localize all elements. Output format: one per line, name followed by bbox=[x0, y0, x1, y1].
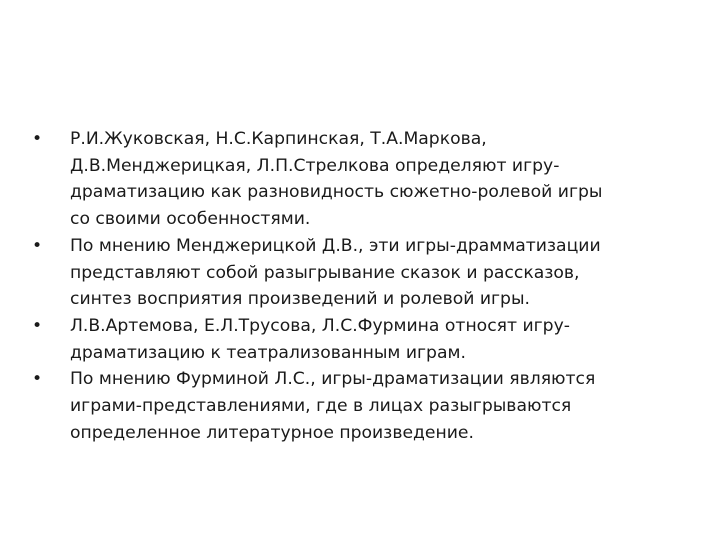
bullet-4-line-1: По мнению Фурминой Л.С., игры-драматизации являются bbox=[70, 369, 596, 390]
bullet-marker: • bbox=[32, 315, 43, 336]
bullet-1-line-4: со своими особенностями. bbox=[70, 209, 311, 230]
bullet-item-4 bbox=[32, 366, 702, 446]
bullet-2-line-3: синтез восприятия произведений и ролевой игры. bbox=[70, 289, 531, 310]
bullet-3-line-1: Л.В.Артемова, Е.Л.Трусова, Л.С.Фурмина относят игру- bbox=[70, 315, 570, 336]
bullet-marker: • bbox=[32, 369, 43, 390]
bullet-marker: • bbox=[32, 129, 43, 149]
bullet-1-line-3: драматизацию как разновидность сюжетно-ролевой игры bbox=[70, 182, 603, 203]
bullet-4-line-2: играми-представлениями, где в лицах разыгрываются bbox=[70, 396, 572, 417]
bullet-item-1 bbox=[32, 126, 702, 233]
bullet-2-line-2: представляют собой разыгрывание сказок и рассказов, bbox=[70, 262, 580, 283]
bullet-2-line-1: По мнению Менджерицкой Д.В., эти игры-драмматизации bbox=[70, 235, 601, 256]
bullet-item-3 bbox=[32, 313, 702, 366]
bullet-1-line-1: Р.И.Жуковская, Н.С.Карпинская, Т.А.Маркова, bbox=[70, 129, 487, 149]
bullet-item-2 bbox=[32, 233, 702, 313]
bullet-marker: • bbox=[32, 235, 43, 256]
bullet-list bbox=[32, 126, 702, 446]
bullet-3-line-2: драматизацию к театрализованным играм. bbox=[70, 342, 466, 363]
bullet-1-line-2: Д.В.Менджерицкая, Л.П.Стрелкова определяют игру- bbox=[70, 155, 560, 176]
bullet-4-line-3: определенное литературное произведение. bbox=[70, 422, 474, 443]
